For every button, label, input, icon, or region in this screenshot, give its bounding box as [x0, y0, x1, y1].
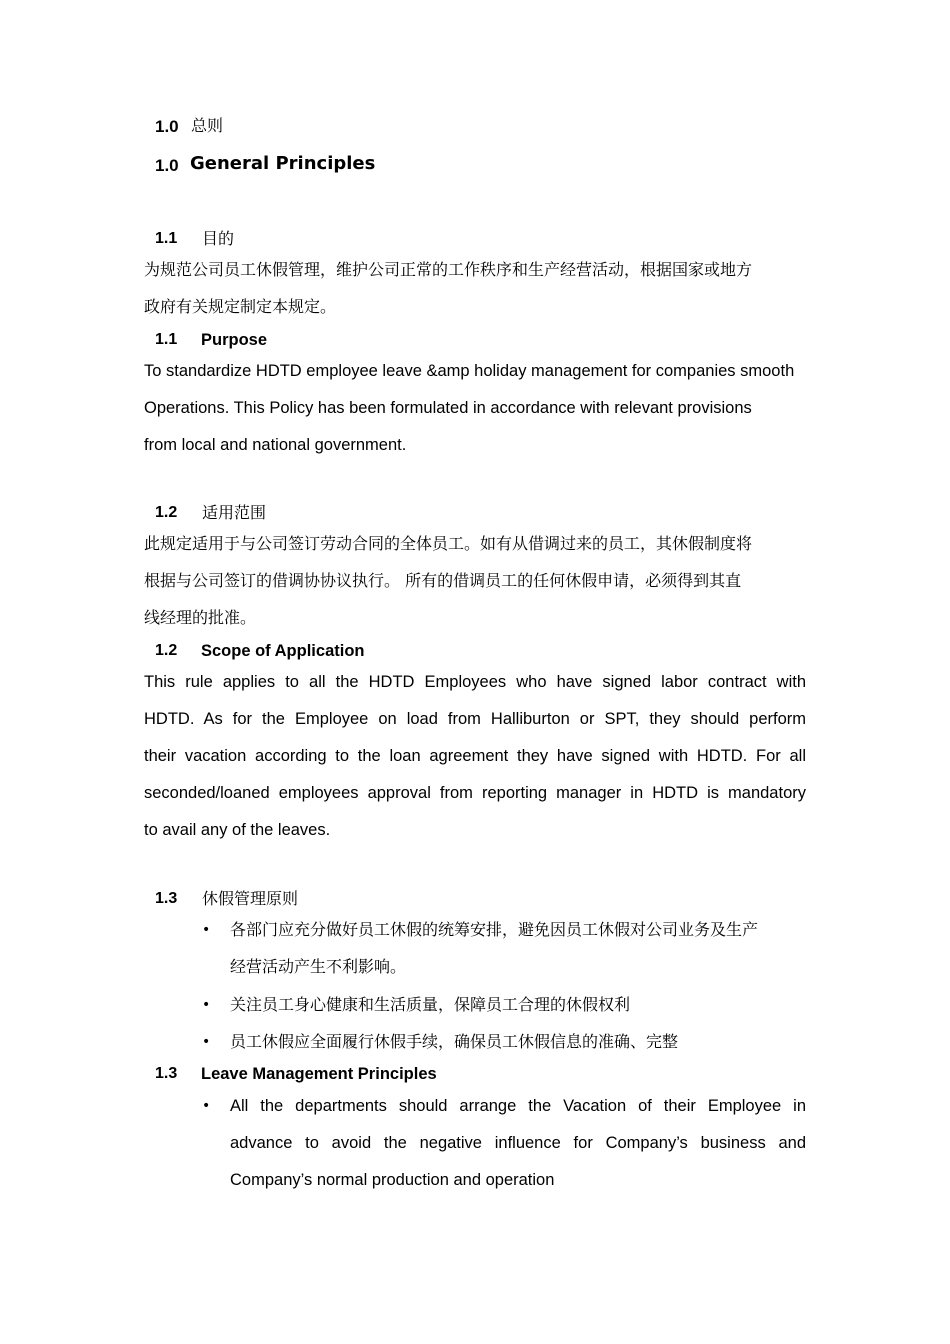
section-1-2-body-en-line: HDTD. As for the Employee on load from Halliburton or SPT, they should perform [144, 710, 806, 728]
section-1-2-body-en-line: to avail any of the leaves. [144, 821, 331, 839]
section-1-0-title-zh: 总则 [191, 116, 224, 135]
section-1-2-body-zh-line: 线经理的批准。 [144, 608, 257, 627]
section-1-0-number-zh: 1.0 [155, 117, 179, 136]
section-1-1-body-en-line: from local and national government. [144, 436, 407, 454]
section-1-0-number-en: 1.0 [155, 156, 179, 175]
section-1-0-title-en: General Principles [190, 153, 376, 174]
section-1-2-body-en-line: seconded/loaned employees approval from reporting manager in HDTD is mandatory [144, 784, 806, 802]
section-1-2-number-en: 1.2 [155, 642, 178, 659]
section-1-3-bullet-zh-line: 各部门应充分做好员工休假的统筹安排，避免因员工休假对公司业务及生产 [230, 920, 759, 939]
section-1-2-number-zh: 1.2 [155, 504, 178, 521]
section-1-1-body-zh-line: 为规范公司员工休假管理，维护公司正常的工作秩序和生产经营活动，根据国家或地方 [144, 260, 753, 279]
section-1-1-body-en-line: Operations. This Policy has been formulated in accordance with relevant provisions [144, 399, 752, 417]
section-1-1-body-en-line: To standardize HDTD employee leave &amp holiday management for companies smooth [144, 362, 795, 380]
section-1-3-bullet-en-line: Company’s normal production and operation [230, 1171, 555, 1189]
section-1-3-number-en: 1.3 [155, 1065, 178, 1082]
bullet-dot: • [202, 1098, 211, 1114]
section-1-3-title-en: Leave Management Principles [201, 1065, 437, 1083]
section-1-2-body-zh-line: 此规定适用于与公司签订劳动合同的全体员工。如有从借调过来的员工，其休假制度将 [144, 534, 753, 553]
bullet-dot: • [202, 1034, 211, 1050]
section-1-1-title-zh: 目的 [202, 229, 235, 248]
section-1-2-body-en-line: This rule applies to all the HDTD Employees who have signed labor contract with [144, 673, 806, 691]
section-1-3-bullet-en-line: advance to avoid the negative influence for Company’s business and [230, 1134, 806, 1152]
section-1-2-title-en: Scope of Application [201, 642, 365, 660]
section-1-1-number-en: 1.1 [155, 331, 178, 348]
section-1-1-number-zh: 1.1 [155, 230, 178, 247]
section-1-3-number-zh: 1.3 [155, 890, 178, 907]
section-1-3-bullet-zh-line: 经营活动产生不利影响。 [230, 957, 407, 976]
section-1-3-title-zh: 休假管理原则 [202, 889, 299, 908]
section-1-1-title-en: Purpose [201, 331, 268, 349]
section-1-2-body-zh-line: 根据与公司签订的借调协协议执行。 所有的借调员工的任何休假申请，必须得到其直 [144, 571, 742, 590]
section-1-3-bullet-zh-line: 员工休假应全面履行休假手续，确保员工休假信息的准确、完整 [230, 1032, 679, 1051]
bullet-dot: • [202, 997, 211, 1013]
section-1-1-body-zh-line: 政府有关规定制定本规定。 [144, 297, 337, 316]
section-1-2-body-en-line: their vacation according to the loan agreement they have signed with HDTD. For all [144, 747, 806, 765]
section-1-2-title-zh: 适用范围 [202, 503, 267, 522]
section-1-3-bullet-en-line: All the departments should arrange the Vacation of their Employee in [230, 1097, 806, 1115]
section-1-3-bullet-zh-line: 关注员工身心健康和生活质量，保障员工合理的休假权利 [230, 995, 631, 1014]
bullet-dot: • [202, 922, 211, 938]
